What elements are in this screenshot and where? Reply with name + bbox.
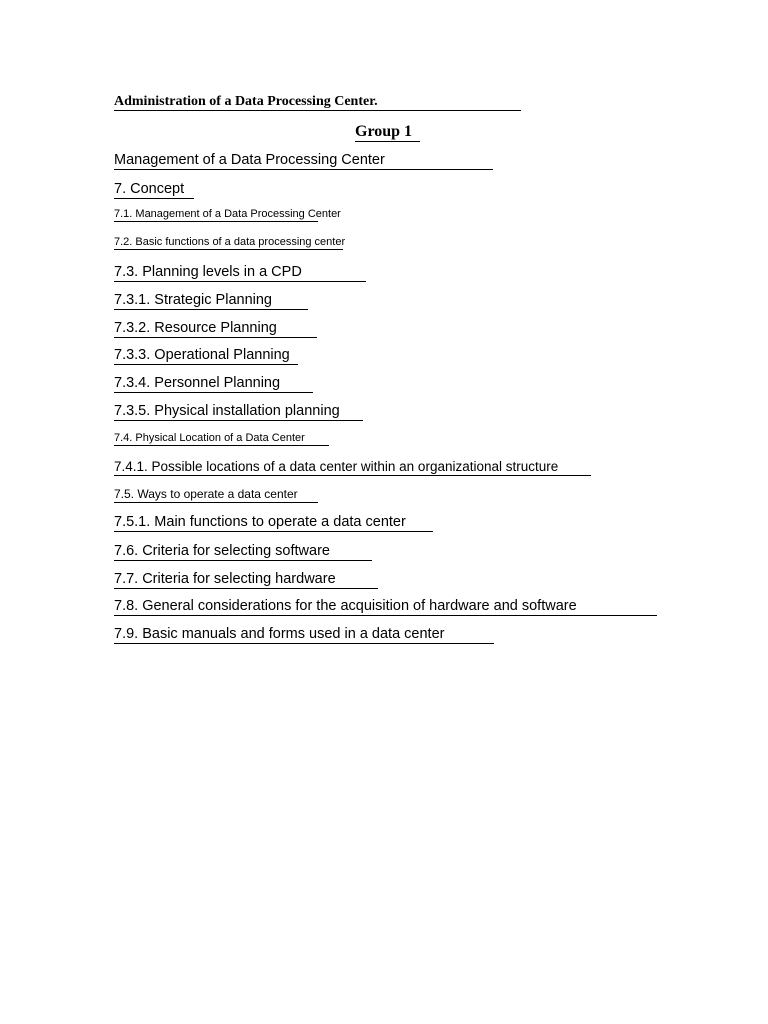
document-title: Administration of a Data Processing Center. (114, 94, 521, 111)
toc-item-7-9: 7.9. Basic manuals and forms used in a data center (114, 626, 494, 644)
toc-item-7-2: 7.2. Basic functions of a data processing center (114, 236, 346, 248)
toc-item-7-8: 7.8. General considerations for the acquisition of hardware and software (114, 598, 657, 616)
toc-item-7-1: 7.1. Management of a Data Processing Center (114, 208, 341, 220)
toc-item-7-3-2: 7.3.2. Resource Planning (114, 320, 317, 338)
toc-item-7-3-1: 7.3.1. Strategic Planning (114, 292, 308, 310)
toc-item-7-4-1: 7.4.1. Possible locations of a data center within an organizational structure (114, 459, 591, 476)
group-heading: Group 1 (355, 123, 420, 142)
section-subtitle: Management of a Data Processing Center (114, 152, 493, 170)
toc-item-7-3-5: 7.3.5. Physical installation planning (114, 403, 363, 421)
toc-item-7: 7. Concept (114, 181, 194, 199)
toc-item-7-4: 7.4. Physical Location of a Data Center (114, 432, 329, 446)
toc-item-7-3-3: 7.3.3. Operational Planning (114, 347, 298, 365)
toc-item-7-5: 7.5. Ways to operate a data center (114, 488, 318, 503)
toc-item-7-3-4: 7.3.4. Personnel Planning (114, 375, 313, 393)
toc-item-7-5-1: 7.5.1. Main functions to operate a data center (114, 514, 433, 532)
toc-item-7-7: 7.7. Criteria for selecting hardware (114, 571, 378, 589)
toc-item-7-3: 7.3. Planning levels in a CPD (114, 264, 366, 282)
toc-item-7-6: 7.6. Criteria for selecting software (114, 543, 372, 561)
